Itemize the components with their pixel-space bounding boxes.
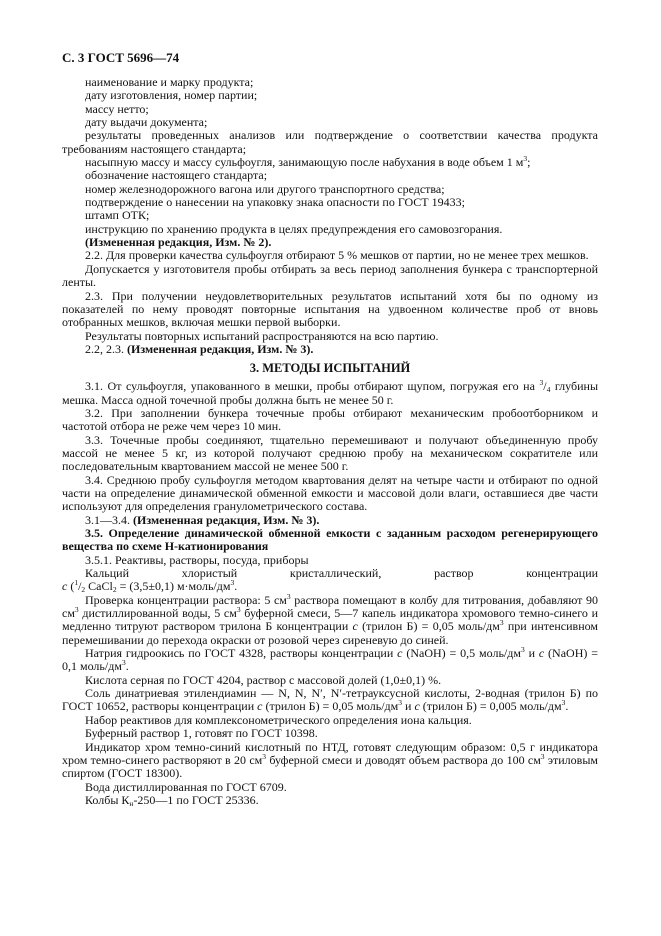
paragraph: Натрия гидроокись по ГОСТ 4328, растворы концентрации c (NaOH) = 0,5 моль/$дм^3$ и c (NaOH) = 0,1 моль/$дм^3$. — [62, 645, 599, 674]
list-item: массу нетто; — [85, 101, 149, 116]
list-item: насыпную массу и массу сульфоугля, занимающую после набухания в воде объем 1 $м^3$; — [85, 154, 531, 170]
list-item: результаты проведенных анализов или подтверждение о соответствии качества продукта требованиям настоящего стандарта; — [62, 128, 598, 156]
paragraph: Буферный раствор 1, готовят по ГОСТ 10398. — [85, 726, 318, 741]
paragraph: Результаты повторных испытаний распространяются на всю партию. — [85, 328, 439, 343]
document-body — [62, 76, 598, 807]
paragraph: 3.1. От сульфоугля, упакованного в мешки, пробы отбирают щупом, погружая его на $^3/_4$ глубины мешка. Масса одной точечной пробы должна быть не менее 50 г. — [62, 378, 599, 407]
page-header: С. 3 ГОСТ 5696—74 — [62, 50, 180, 65]
paragraph: Проверка концентрации раствора: 5 $см^3$ раствора помещают в колбу для титрования, добавляют 90 $см^3$ дистиллированной воды, 5 $см^3$ буферной смеси, 5—7 капель индикатора хромового темно-синего и медленно титруют раствором трилона Б концентрации c (трилон Б) = 0,05 моль/$дм^3$ при интенсивном перемешивании до перехода окраски от розовой через сиреневую до синей. — [62, 591, 598, 647]
paragraph: c ($^1/_2$ CaCl$_2$ = (3,5±0,1) $м\cdot моль/дм^3$. — [62, 578, 238, 595]
paragraph: Допускается у изготовителя пробы отбирать за весь период заполнения бункера с транспортерной ленты. — [62, 261, 598, 290]
list-item: инструкцию по хранению продукта в целях предупреждения его самовозгорания. — [85, 221, 503, 236]
paragraph: Колбы $К_н-250—1$ по ГОСТ 25336. — [85, 792, 259, 808]
paragraph: Кальций хлористый кристаллический, раствор концентрации — [85, 566, 599, 581]
revision-note: (Измененная редакция, Изм. № 2). — [85, 235, 272, 250]
revision-note: 2.2, 2.3. (Измененная редакция, Изм. № 3). — [85, 341, 314, 356]
list-item: обозначение настоящего стандарта; — [85, 168, 268, 183]
paragraph: 3.5.1. Реактивы, растворы, посуда, приборы — [85, 552, 309, 567]
list-item: наименование и марку продукта; — [85, 75, 254, 89]
paragraph: 3.3. Точечные пробы соединяют, тщательно перемешивают и получают объединенную пробу массой не менее 5 кг, из которой получают среднюю пробу на механическом сократителе или последовательным квартованием массой не менее 500 г. — [62, 432, 598, 474]
paragraph: 3.2. При заполнении бункера точечные пробы отбирают механическим пробоотборником и частотой отбора не реже чем через 10 мин. — [62, 405, 598, 434]
list-item: дату изготовления, номер партии; — [85, 88, 258, 103]
paragraph: 2.3. При получении неудовлетворительных результатов испытаний хотя бы по одному из показателей по нему проводят повторные испытания на удвоенном количестве проб от вновь отобранных мешков, включая мешки первой выборки. — [62, 288, 598, 330]
list-item: дату выдачи документа; — [85, 115, 208, 130]
paragraph: Индикатор хром темно-синий кислотный по НТД, готовят следующим образом: 0,5 г индикатора хром темно-синего растворяют в 20 $см^3$ буферной смеси и доводят объем раствора до 100 $см^3$ этиловым спиртом (ГОСТ 18300). — [62, 739, 598, 781]
subsection-title: 3.5. Определение динамической обменной емкости с заданным расходом регенерирующего вещества по схеме Н-катионирования — [62, 526, 598, 554]
paragraph: 2.2. Для проверки качества сульфоугля отбирают 5 % мешков от партии, но не менее трех мешков. — [85, 248, 589, 263]
list-item: штамп ОТК; — [85, 208, 150, 223]
paragraph: 3.4. Среднюю пробу сульфоугля методом квартования делят на четыре части и отбирают по одной части на определение динамической обменной емкости и массовой доли влаги, оставшиеся две части используют для определения гранулометрического состава. — [62, 472, 598, 514]
section-title: 3. МЕТОДЫ ИСПЫТАНИЙ — [249, 361, 411, 376]
revision-note: 3.1—3.4. (Измененная редакция, Изм. № 3). — [85, 512, 320, 527]
paragraph: Набор реактивов для комплексонометрического определения иона кальция. — [85, 712, 472, 727]
paragraph: Вода дистиллированная по ГОСТ 6709. — [85, 779, 287, 794]
paragraph: Кислота серная по ГОСТ 4204, раствор с массовой долей (1,0±0,1) %. — [85, 672, 442, 687]
list-item: номер железнодорожного вагона или другого транспортного средства; — [85, 181, 445, 196]
list-item: подтверждение о нанесении на упаковку знака опасности по ГОСТ 19433; — [85, 195, 465, 210]
paragraph: Соль динатриевая этилендиамин — N, N, N′, N′-тетрауксусной кислоты, 2-водная (трилон Б) по ГОСТ 10652, растворы концентрации c (трилон Б) = 0,05 моль/$дм^3$ и c (трилон Б) = 0,005 моль/$дм^3$. — [62, 686, 598, 714]
